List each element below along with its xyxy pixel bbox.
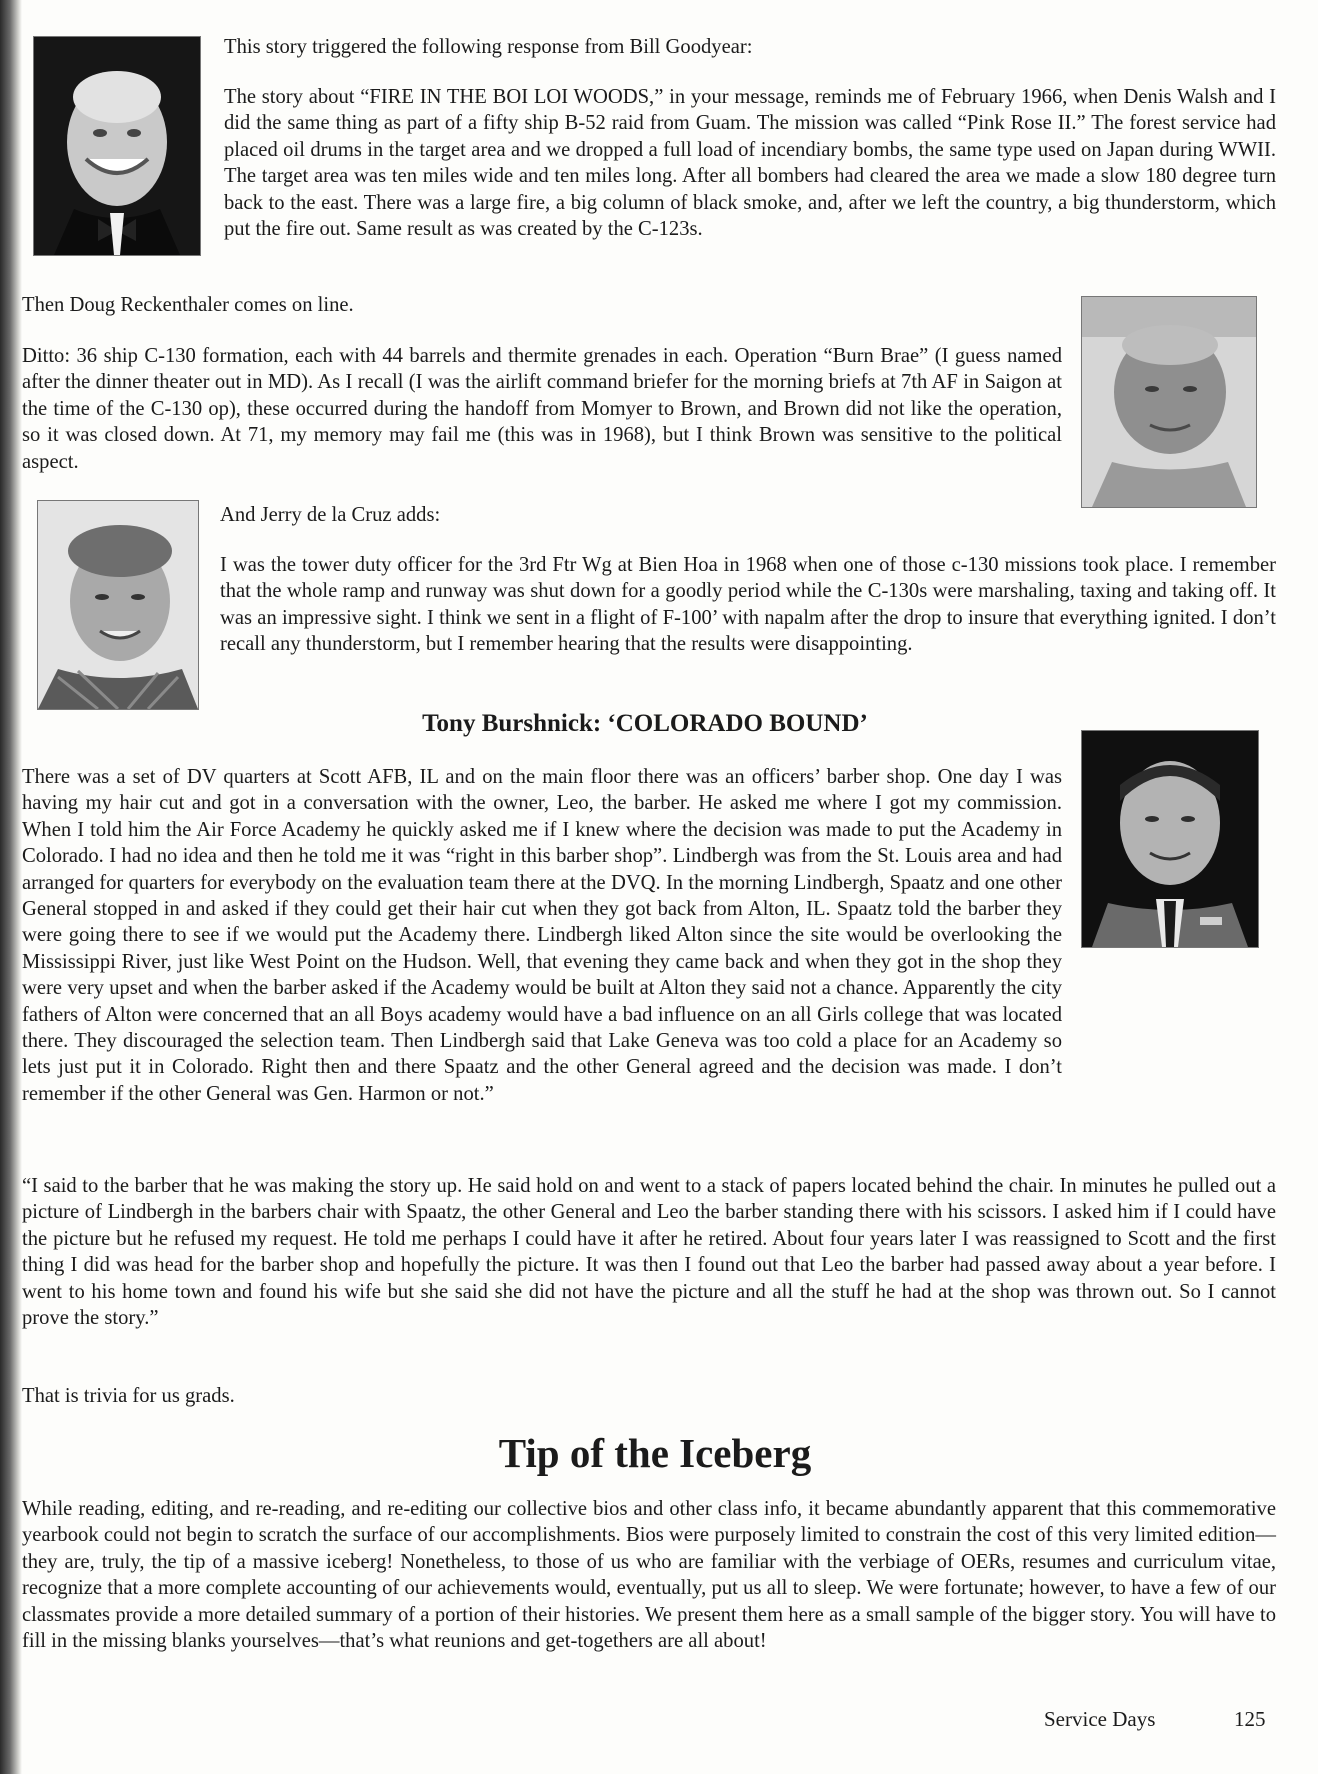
iceberg-paragraph: While reading, editing, and re-reading, and re-editing our collective bios and other class info, it became abundantly apparent that this commemorative yearbook could not begin to scratch the surface of our accomplishments. Bios were purposely limited to constrain the cost of this very limited edition—they are, truly, the tip of a massive iceberg! Nonetheless, to those of us who are familiar with the verbiage of OERs, resumes and curriculum vitae, recognize that a more complete accounting of our achievements would, eventually, put us all to sleep. We were fortunate; however, to have a few of our classmates provide a more detailed summary of a portion of their histories. We present them here as a small sample of the bigger story. You will have to fill in the missing blanks yourselves—that’s what reunions and get-togethers are all about!: [22, 1498, 1276, 1653]
section-heading-tip-of-the-iceberg: Tip of the Iceberg: [498, 1430, 812, 1476]
page-number: 125: [1234, 1707, 1266, 1731]
tony-paragraph-1: There was a set of DV quarters at Scott AFB, IL and on the main floor there was an officers’ barber shop. One day I was having my hair cut and got in a conversation with the owner, Leo, the barber. He asked me where I got my commission. When I told him the Air Force Academy he quickly asked me if I knew where the decision was made to put the Academy in Colorado. I had no idea and then he told me it was “right in this barber shop”. Lindbergh was from the St. Louis area and had arranged for quarters for everybody on the evaluation team there at the DVQ. In the morning Lindbergh, Spaatz and one other General stopped in and asked if they could get their hair cut when they got back from Alton, IL. Spaatz told the barber they were going there to see if we would put the Academy there. Lindbergh liked Alton since the site would be overlooking the Mississippi River, just like West Point on the Hudson. Well, that evening they came back and when they got in the shop they were very upset and when the barber asked if the Academy would be built at Alton they said not a chance. Apparently the city fathers of Alton were concerned that an all Boys academy would have a bad influence on an all Girls college that was located there. They discouraged the selection team. Then Lindbergh said that Lake Geneva was too cold a place for an Academy so lets just put it in Colorado. Right then and there Spaatz and the other General agreed and the decision was made. I don’t remember if the other General was Gen. Harmon or not.”: [22, 766, 1062, 1105]
intro-line: This story triggered the following response from Bill Goodyear:: [224, 36, 753, 58]
portrait-photo-jerry-de-la-cruz: [37, 500, 199, 710]
portrait-photo-bill-goodyear: [33, 36, 201, 256]
doug-intro-line: Then Doug Reckenthaler comes on line.: [22, 294, 354, 316]
jerry-paragraph: I was the tower duty officer for the 3rd Ftr Wg at Bien Hoa in 1968 when one of those c-130 missions took place. I remember that the whole ramp and runway was shut down for a goodly period while the C-130s were marshaling, taxing and taking off. It was an impressive sight. I think we sent in a flight of F-100’ with napalm after the drop to insure that everything ignited. I don’t recall any thunderstorm, but I remember hearing that the results were disappointing.: [220, 554, 1276, 656]
footer-section-name: Service Days: [1044, 1707, 1156, 1731]
section-heading-colorado-bound: Tony Burshnick: ‘COLORADO BOUND’: [422, 710, 868, 737]
portrait-photo-tony-burshnick: [1081, 730, 1259, 948]
goodyear-paragraph: The story about “FIRE IN THE BOI LOI WOODS,” in your message, reminds me of February 1966, when Denis Walsh and I did the same thing as part of a fifty ship B-52 raid from Guam. The mission was called “Pink Rose II.” The forest service had placed oil drums in the target area and we dropped a full load of incendiary bombs, the same type used on Japan during WWII. The target area was ten miles wide and ten miles long. After all bombers had cleared the area we made a slow 180 degree turn back to the east. There was a large fire, a big column of black smoke, and, after we left the country, a big thunderstorm, which put the fire out. Same result as was created by the C-123s.: [224, 86, 1276, 241]
jerry-intro-line: And Jerry de la Cruz adds:: [220, 504, 441, 526]
tony-paragraph-2: “I said to the barber that he was making the story up. He said hold on and went to a stack of papers located behind the chair. In minutes he pulled out a picture of Lindbergh in the barbers chair with Spaatz, the other General and Leo the barber standing there with his scissors. I asked him if I could have the picture but he refused my request. He told me perhaps I could have it after he retired. About four years later I was reassigned to Scott and the first thing I did was head for the barber shop and hopefully the picture. It was then I found out that Leo the barber had passed away about a year before. I went to his home town and found his wife but she said she did not have the picture and all the stuff he had at the shop was thrown out. So I cannot prove the story.”: [22, 1175, 1276, 1330]
portrait-photo-doug-reckenthaler: [1081, 296, 1257, 508]
trivia-line: That is trivia for us grads.: [22, 1385, 235, 1407]
page-binding-shadow: [0, 0, 22, 1774]
doug-paragraph: Ditto: 36 ship C-130 formation, each with 44 barrels and thermite grenades in each. Operation “Burn Brae” (I guess named after the dinner theater out in MD). As I recall (I was the airlift command briefer for the morning briefs at 7th AF in Saigon at the time of the C-130 op), these occurred during the handoff from Momyer to Brown, and Brown did not like the operation, so it was closed down. At 71, my memory may fail me (this was in 1968), but I think Brown was sensitive to the political aspect.: [22, 345, 1062, 473]
